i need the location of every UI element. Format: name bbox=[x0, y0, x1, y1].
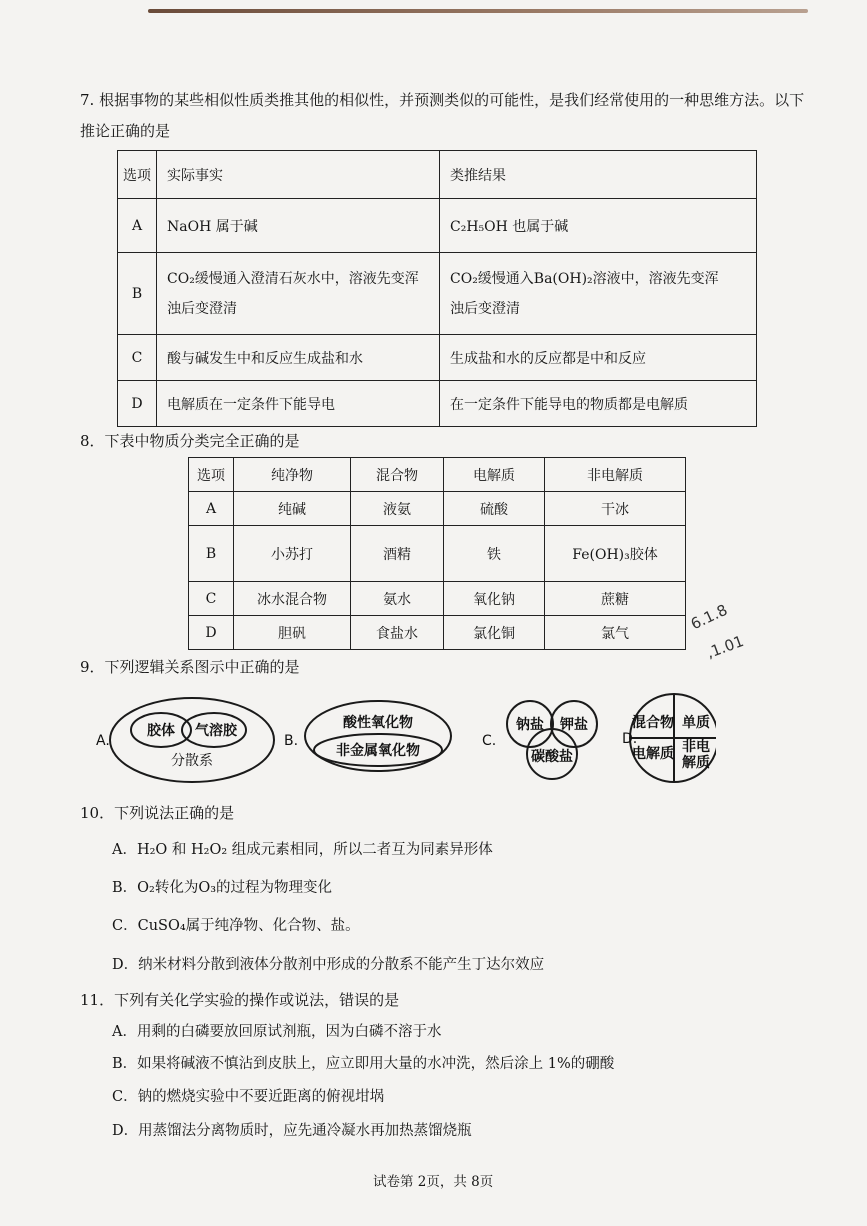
handwritten-note-2: ,1.01 bbox=[704, 632, 747, 662]
q7-header-result: 类推结果 bbox=[440, 151, 757, 199]
diagram-d-letter: D. bbox=[622, 731, 638, 747]
diagram-a-letter: A. bbox=[96, 733, 110, 749]
q9-stem: 9．下列逻辑关系图示中正确的是 bbox=[80, 658, 300, 676]
q7-header-fact: 实际事实 bbox=[157, 151, 440, 199]
q8-header-electrolyte: 电解质 bbox=[444, 458, 545, 492]
q7-row-a-result: C₂H₅OH 也属于碱 bbox=[440, 199, 757, 253]
q8-cell: 冰水混合物 bbox=[234, 582, 351, 616]
q7-table bbox=[117, 150, 757, 427]
diagram-b-inner-label: 非金属氧化物 bbox=[336, 743, 420, 759]
q11-option-b: B．如果将碱液不慎沾到皮肤上，应立即用大量的水冲洗，然后涂上 1%的硼酸 bbox=[112, 1056, 615, 1072]
q7-row-d-option: D bbox=[118, 381, 157, 427]
q7-row-d-fact: 电解质在一定条件下能导电 bbox=[157, 381, 440, 427]
diagram-b-letter: B. bbox=[284, 733, 299, 749]
diagram-c-label-1: 钠盐 bbox=[516, 717, 544, 733]
q7-row-b-result-line1: CO₂缓慢通入Ba(OH)₂溶液中，溶液先变浑 bbox=[450, 270, 719, 287]
diagram-d-label-1: 混合物 bbox=[632, 715, 674, 731]
q8-header-pure: 纯净物 bbox=[234, 458, 351, 492]
q8-cell: 酒精 bbox=[351, 526, 444, 582]
q11-option-d: D．用蒸馏法分离物质时，应先通冷凝水再加热蒸馏烧瓶 bbox=[112, 1123, 472, 1139]
q8-cell: C bbox=[189, 582, 234, 616]
q7-row-b-fact-line1: CO₂缓慢通入澄清石灰水中，溶液先变浑 bbox=[167, 270, 419, 287]
q8-header-mixture: 混合物 bbox=[351, 458, 444, 492]
q8-cell: 食盐水 bbox=[351, 616, 444, 650]
q7-row-a-option: A bbox=[118, 199, 157, 253]
q8-cell: 胆矾 bbox=[234, 616, 351, 650]
diagram-d-label-3: 电解质 bbox=[632, 746, 674, 762]
q8-cell: Fe(OH)₃胶体 bbox=[545, 526, 686, 582]
diagram-c-label-2: 钾盐 bbox=[560, 717, 588, 733]
q8-cell: 干冰 bbox=[545, 492, 686, 526]
q7-row-c-option: C bbox=[118, 335, 157, 381]
q8-cell: 纯碱 bbox=[234, 492, 351, 526]
q8-stem: 8．下表中物质分类完全正确的是 bbox=[80, 432, 300, 450]
q8-cell: A bbox=[189, 492, 234, 526]
q8-cell: 铁 bbox=[444, 526, 545, 582]
diagram-d-label-2: 单质 bbox=[682, 715, 710, 731]
q11-stem: 11．下列有关化学实验的操作或说法，错误的是 bbox=[80, 991, 400, 1009]
q8-cell: 小苏打 bbox=[234, 526, 351, 582]
q8-cell: B bbox=[189, 526, 234, 582]
handwritten-note-1: 6.1.8 bbox=[687, 600, 731, 634]
q8-header-option: 选项 bbox=[189, 458, 234, 492]
q7-row-b-result-line2: 浊后变澄清 bbox=[450, 300, 520, 317]
q10-option-c: C．CuSO₄属于纯净物、化合物、盐。 bbox=[112, 918, 360, 934]
q8-table bbox=[188, 457, 686, 650]
q7-stem-line1: 7. 根据事物的某些相似性质类推其他的相似性，并预测类似的可能性，是我们经常使用的一种思维方法。以下 bbox=[80, 91, 805, 109]
diagram-b-outer-label: 酸性氧化物 bbox=[343, 715, 413, 731]
q7-row-a-fact: NaOH 属于碱 bbox=[157, 199, 440, 253]
diagram-d-label-4b: 解质 bbox=[682, 755, 710, 771]
diagram-c-label-3: 碳酸盐 bbox=[531, 749, 573, 765]
q7-row-b-option: B bbox=[118, 253, 157, 335]
q11-option-a: A．用剩的白磷要放回原试剂瓶，因为白磷不溶于水 bbox=[112, 1024, 442, 1040]
diagram-a-outer-ellipse bbox=[110, 698, 274, 782]
q10-option-a: A．H₂O 和 H₂O₂ 组成元素相同，所以二者互为同素异形体 bbox=[112, 842, 493, 858]
diagram-a-inner-label-1: 胶体 bbox=[147, 723, 175, 739]
q7-stem-line2: 推论正确的是 bbox=[80, 122, 171, 140]
q9-diagrams bbox=[96, 688, 716, 798]
q8-header-nonelectrolyte: 非电解质 bbox=[545, 458, 686, 492]
q7-row-c-fact: 酸与碱发生中和反应生成盐和水 bbox=[157, 335, 440, 381]
q7-row-c-result: 生成盐和水的反应都是中和反应 bbox=[440, 335, 757, 381]
diagram-a-outer-label: 分散系 bbox=[171, 753, 213, 769]
q8-cell: 液氨 bbox=[351, 492, 444, 526]
q10-stem: 10．下列说法正确的是 bbox=[80, 804, 235, 822]
q7-row-d-result: 在一定条件下能导电的物质都是电解质 bbox=[440, 381, 757, 427]
q10-option-d: D．纳米材料分散到液体分散剂中形成的分散系不能产生丁达尔效应 bbox=[112, 957, 545, 973]
q8-cell: 氯化铜 bbox=[444, 616, 545, 650]
q7-header-option: 选项 bbox=[118, 151, 157, 199]
q7-row-b-fact bbox=[157, 253, 440, 335]
q8-cell: D bbox=[189, 616, 234, 650]
q8-cell: 氧化钠 bbox=[444, 582, 545, 616]
q7-row-b-fact-line2: 浊后变澄清 bbox=[167, 300, 237, 317]
q7-row-b-result bbox=[440, 253, 757, 335]
q8-cell: 氯气 bbox=[545, 616, 686, 650]
diagram-a-inner-label-2: 气溶胶 bbox=[195, 723, 237, 739]
diagram-d-label-4a: 非电 bbox=[682, 739, 710, 755]
page-footer: 试卷第 2页，共 8页 bbox=[373, 1174, 494, 1190]
q8-cell: 氨水 bbox=[351, 582, 444, 616]
q8-cell: 蔗糖 bbox=[545, 582, 686, 616]
q10-option-b: B．O₂转化为O₃的过程为物理变化 bbox=[112, 880, 333, 896]
q8-cell: 硫酸 bbox=[444, 492, 545, 526]
q11-option-c: C．钠的燃烧实验中不要近距离的俯视坩埚 bbox=[112, 1089, 385, 1105]
top-edge-line bbox=[148, 9, 808, 13]
diagram-c-letter: C. bbox=[482, 733, 497, 749]
